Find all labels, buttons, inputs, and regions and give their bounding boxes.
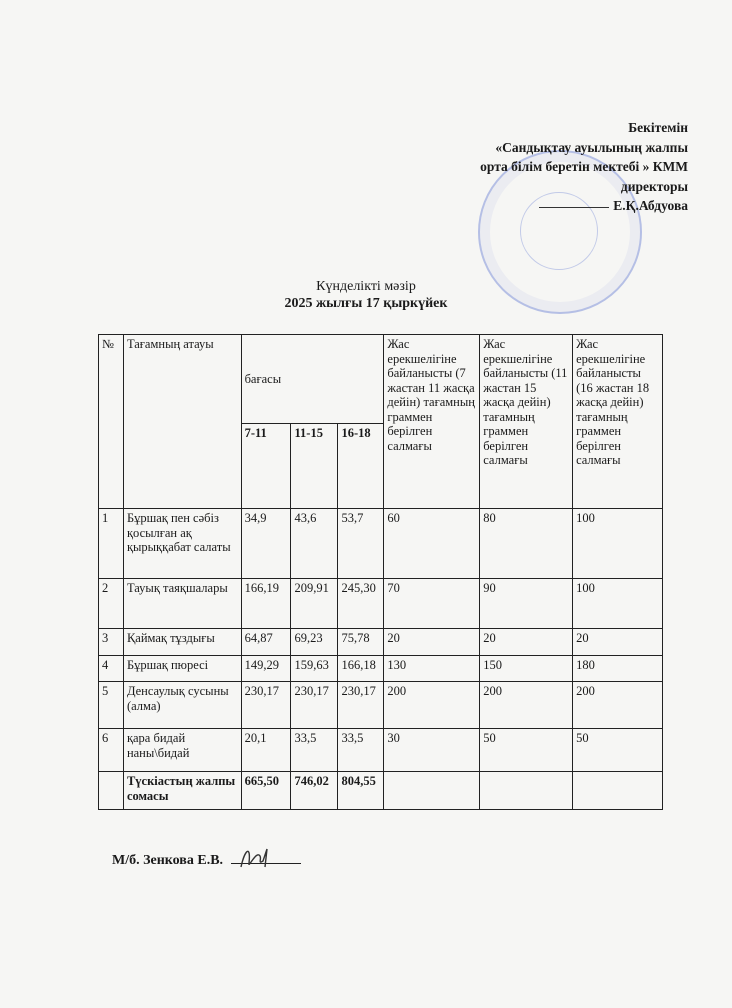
row-dish-name: Тауық таяқшалары <box>123 579 241 629</box>
row-dish-name: Бұршақ пюресі <box>123 656 241 682</box>
row-price-11-15: 230,17 <box>291 682 338 729</box>
header-price: бағасы <box>241 335 384 424</box>
row-price-11-15: 209,91 <box>291 579 338 629</box>
total-price-16-18: 804,55 <box>338 772 384 810</box>
row-weight-11-15: 200 <box>480 682 573 729</box>
approval-school-line2: орта білім беретін мектебі » КММ <box>480 159 688 174</box>
row-weight-11-15: 50 <box>480 729 573 772</box>
total-label: Түскіастың жалпы сомасы <box>123 772 241 810</box>
row-price-16-18: 33,5 <box>338 729 384 772</box>
row-dish-name: Бұршақ пен сәбіз қосылған ақ қырыққабат салаты <box>123 509 241 579</box>
row-weight-7-11: 30 <box>384 729 480 772</box>
row-price-7-11: 166,19 <box>241 579 291 629</box>
menu-table <box>98 334 663 810</box>
row-weight-7-11: 130 <box>384 656 480 682</box>
row-dish-name: Денсаулық сусыны (алма) <box>123 682 241 729</box>
header-age-11-15: 11-15 <box>291 424 338 509</box>
table-row <box>99 579 663 629</box>
table-header-row <box>99 335 663 424</box>
row-price-7-11: 64,87 <box>241 629 291 656</box>
header-num: № <box>99 335 124 509</box>
footer-signature <box>112 853 301 869</box>
total-num-cell <box>99 772 124 810</box>
row-price-11-15: 69,23 <box>291 629 338 656</box>
bleed-through-text <box>80 96 280 196</box>
table-row <box>99 729 663 772</box>
row-weight-16-18: 100 <box>573 579 663 629</box>
row-weight-16-18: 200 <box>573 682 663 729</box>
row-dish-name: Қаймақ тұздығы <box>123 629 241 656</box>
nurse-signature-line <box>231 863 301 864</box>
row-num: 3 <box>99 629 124 656</box>
row-num: 1 <box>99 509 124 579</box>
approval-signature-row <box>480 196 688 216</box>
row-price-7-11: 20,1 <box>241 729 291 772</box>
row-price-16-18: 75,78 <box>338 629 384 656</box>
row-weight-11-15: 80 <box>480 509 573 579</box>
row-weight-7-11: 20 <box>384 629 480 656</box>
approval-block <box>480 118 688 216</box>
total-weight-16-18 <box>573 772 663 810</box>
row-weight-11-15: 20 <box>480 629 573 656</box>
total-weight-11-15 <box>480 772 573 810</box>
row-num: 4 <box>99 656 124 682</box>
document-title <box>0 278 732 312</box>
table-row <box>99 656 663 682</box>
director-signature-line <box>539 207 609 208</box>
row-price-7-11: 34,9 <box>241 509 291 579</box>
row-weight-16-18: 180 <box>573 656 663 682</box>
table-row <box>99 682 663 729</box>
row-price-16-18: 166,18 <box>338 656 384 682</box>
header-age-7-11: 7-11 <box>241 424 291 509</box>
title-date: 2025 жылғы 17 қыркүйек <box>284 296 448 311</box>
header-weight-16-18: Жас ерекшелігіне байланысты (16 жастан 18 жасқа дейін) тағамның граммен берілген салмағы <box>573 335 663 509</box>
row-price-16-18: 245,30 <box>338 579 384 629</box>
approval-heading: Бекітемін <box>628 120 688 135</box>
director-name: Е.Қ.Абдуова <box>613 198 688 213</box>
total-price-11-15: 746,02 <box>291 772 338 810</box>
row-weight-7-11: 200 <box>384 682 480 729</box>
table-row <box>99 629 663 656</box>
row-weight-7-11: 60 <box>384 509 480 579</box>
row-num: 2 <box>99 579 124 629</box>
row-weight-16-18: 20 <box>573 629 663 656</box>
signature-scribble <box>237 843 277 871</box>
header-weight-11-15: Жас ерекшелігіне байланысты (11 жастан 15 жасқа дейін) тағамның граммен берілген салмағы <box>480 335 573 509</box>
total-weight-7-11 <box>384 772 480 810</box>
row-price-11-15: 159,63 <box>291 656 338 682</box>
table-row <box>99 509 663 579</box>
row-dish-name: қара бидай наны\бидай <box>123 729 241 772</box>
row-price-16-18: 53,7 <box>338 509 384 579</box>
row-num: 5 <box>99 682 124 729</box>
row-weight-11-15: 150 <box>480 656 573 682</box>
row-price-11-15: 43,6 <box>291 509 338 579</box>
row-price-16-18: 230,17 <box>338 682 384 729</box>
total-price-7-11: 665,50 <box>241 772 291 810</box>
header-dish-name: Тағамның атауы <box>123 335 241 509</box>
row-price-7-11: 149,29 <box>241 656 291 682</box>
row-price-7-11: 230,17 <box>241 682 291 729</box>
row-num: 6 <box>99 729 124 772</box>
approval-school-line1: «Сандықтау ауылының жалпы <box>495 139 688 155</box>
header-weight-7-11: Жас ерекшелігіне байланысты (7 жастан 11 жасқа дейін) тағамның граммен берілген салмағы <box>384 335 480 509</box>
row-weight-11-15: 90 <box>480 579 573 629</box>
row-weight-7-11: 70 <box>384 579 480 629</box>
header-age-16-18: 16-18 <box>338 424 384 509</box>
row-weight-16-18: 100 <box>573 509 663 579</box>
table-total-row <box>99 772 663 810</box>
nurse-name: М/б. Зенкова Е.В. <box>112 853 224 868</box>
row-weight-16-18: 50 <box>573 729 663 772</box>
row-price-11-15: 33,5 <box>291 729 338 772</box>
approval-position: директоры <box>620 178 688 194</box>
title-line1: Күнделікті мәзір <box>316 279 416 294</box>
